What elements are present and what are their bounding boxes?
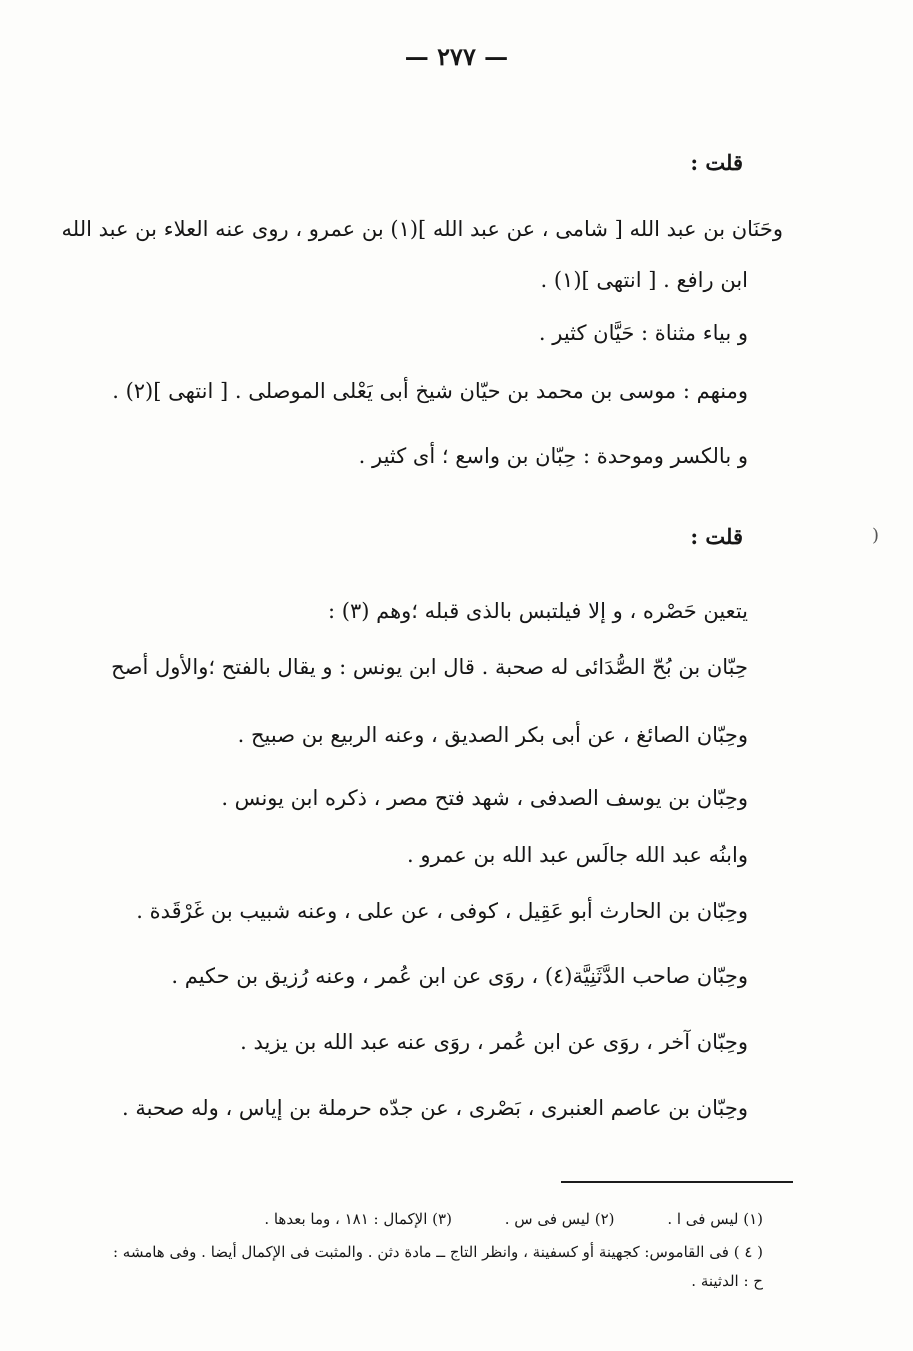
footnote-4-line-1: ( ٤ ) فى القاموس: كجهينة أو كسفينة ، وانظر التاج ــ مادة دثن . والمثبت فى الإكمال أيضا . وفى هامشه :: [112, 1243, 763, 1261]
text-line-hibban-asim: وحِبّان بن عاصم العنبرى ، بَصْرى ، عن جدّه حرملة بن إياس ، وله صحبة .: [121, 1096, 748, 1120]
text-line-hibban-wasi: و بالكسر وموحدة : حِبّان بن واسع ؛ أى كثير .: [358, 444, 748, 468]
text-line-hibban-dathina: وحِبّان صاحب الدَّثَنِيَّة(٤) ، روَى عن ابن عُمر ، وعنه رُزيق بن حكيم .: [171, 964, 748, 988]
section-heading-2: قلت :: [690, 524, 743, 549]
text-line-ibnuhu: وابنُه عبد الله جالَس عبد الله بن عمرو .: [407, 843, 748, 867]
text-line-ibn-rafi: ابن رافع . [ انتهى ](١) .: [540, 268, 748, 292]
margin-mark: ): [872, 525, 880, 546]
section-heading-1: قلت :: [690, 150, 743, 175]
footnotes-row-1: [216, 1208, 763, 1230]
footnote-4-line-2: ح : الدثينة .: [691, 1272, 763, 1290]
text-line-hanan: وحَنَان بن عبد الله [ شامى ، عن عبد الله ](١) بن عمرو ، روى عنه العلاء بن عبد الله: [61, 217, 783, 241]
text-line-hibban-akhar: وحِبّان آخر ، روَى عن ابن عُمر ، روَى عنه عبد الله بن يزيد .: [240, 1030, 748, 1054]
text-line-hibban-saigh: وحِبّان الصائغ ، عن أبى بكر الصديق ، وعنه الربيع بن صبيح .: [237, 723, 748, 747]
text-line-hibban-buhh: حِبّان بن بُحّ الصُّدَائى له صحبة . قال ابن يونس : و يقال بالفتح ؛والأول أصح: [111, 655, 748, 679]
footnote-3: (٣) الإكمال : ١٨١ ، وما بعدها .: [264, 1210, 452, 1228]
text-line-musa: ومنهم : موسى بن محمد بن حيّان شيخ أبى يَعْلى الموصلى . [ انتهى ](٢) .: [112, 379, 748, 403]
footnote-2: (٢) ليس فى س .: [504, 1210, 615, 1228]
footnote-rule: [561, 1181, 793, 1183]
text-line-hibban-yusuf: وحِبّان بن يوسف الصدفى ، شهد فتح مصر ، ذكره ابن يونس .: [221, 786, 748, 810]
text-line-yataayyan: يتعين حَصْره ، و إلا فيلتبس بالذى قبله ؛وهم (٣) :: [328, 599, 748, 623]
footnote-1: (١) ليس فى ا .: [667, 1210, 763, 1228]
page-number: — ٢٧٧ —: [404, 42, 509, 71]
text-line-hayyan: و بياء مثناة : حَيَّان كثير .: [538, 321, 748, 345]
text-line-hibban-harith: وحِبّان بن الحارث أبو عَقِيل ، كوفى ، عن على ، وعنه شبيب بن غَرْقَدة .: [136, 899, 748, 923]
